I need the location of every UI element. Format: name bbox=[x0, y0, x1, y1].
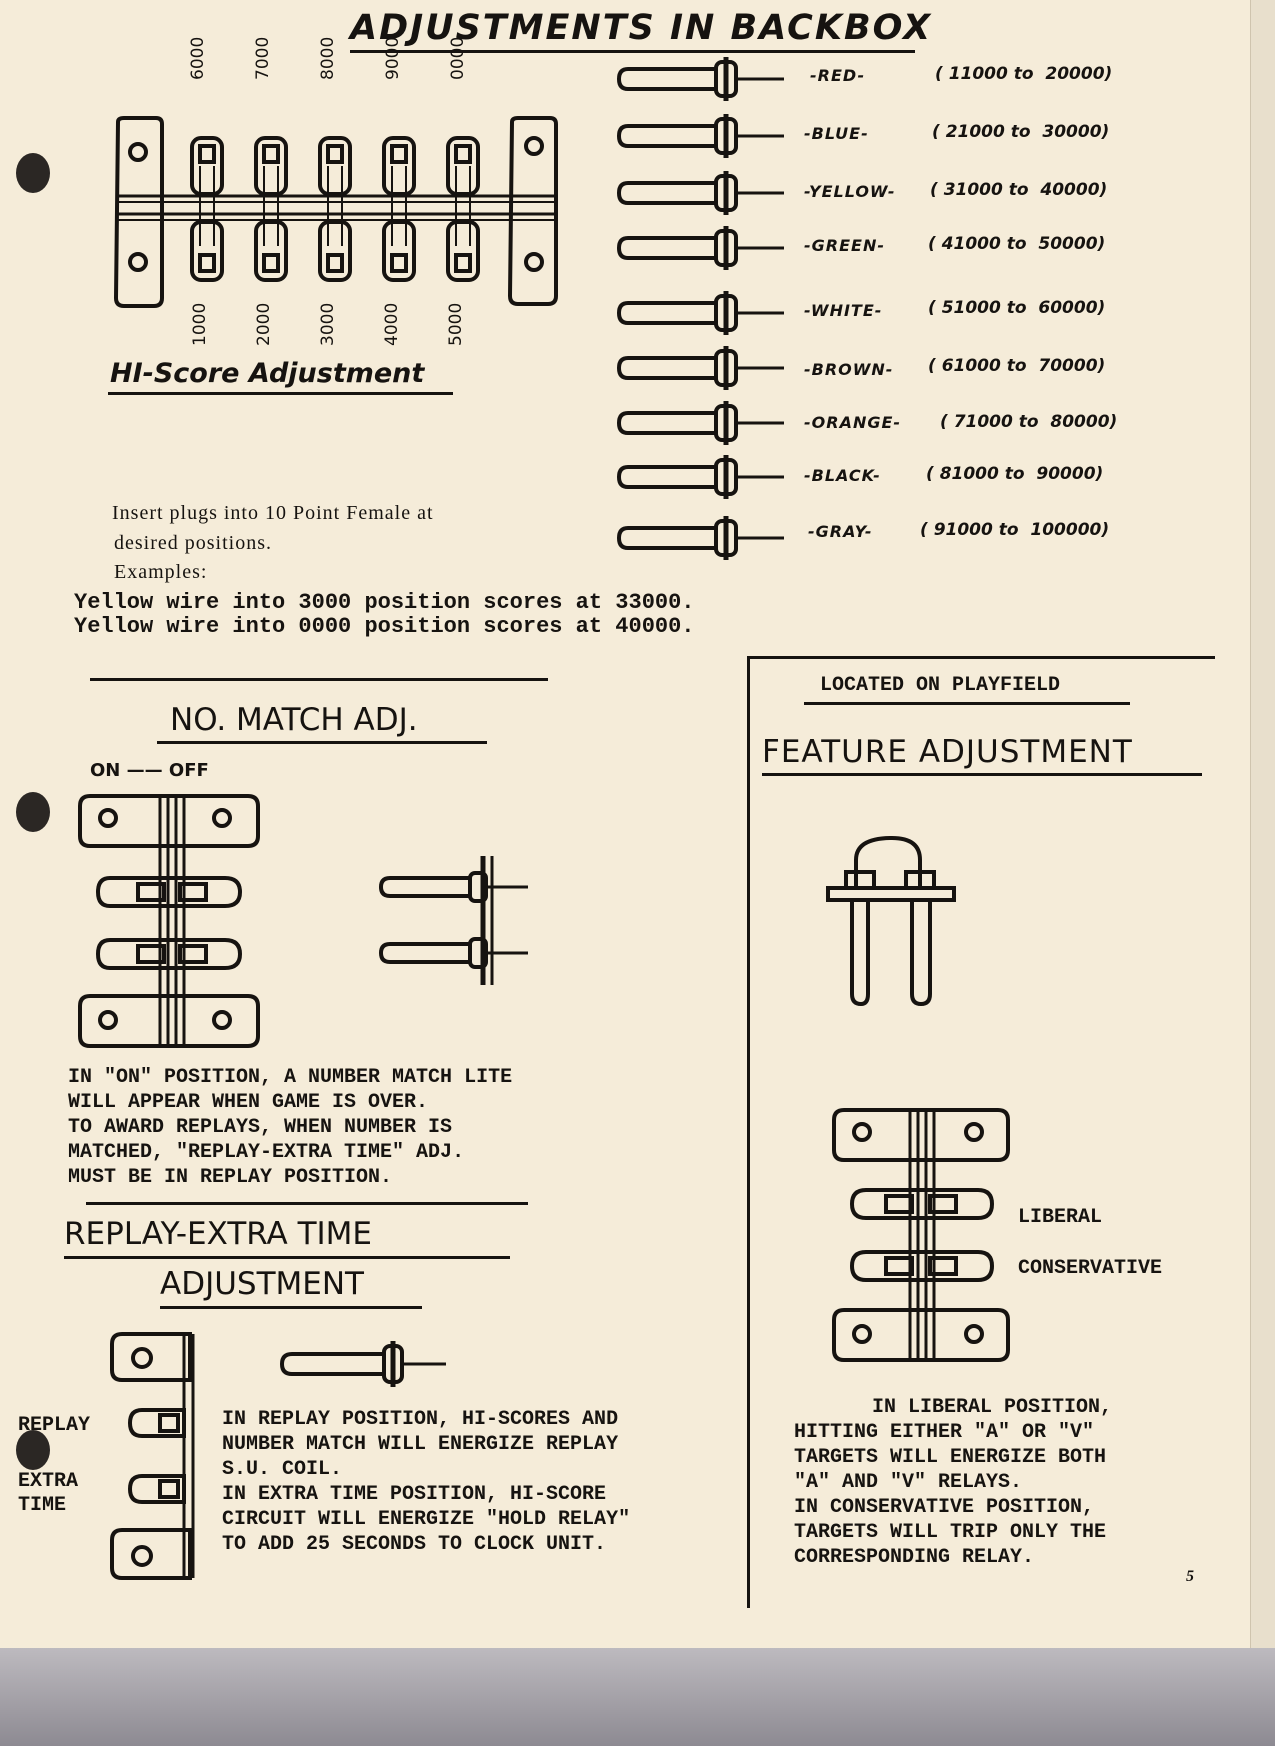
replay-text-line-6: TO ADD 25 SECONDS TO CLOCK UNIT. bbox=[222, 1533, 607, 1556]
extra-position-label: EXTRA bbox=[18, 1470, 79, 1493]
wire-color-brown: -BROWN- bbox=[804, 360, 894, 379]
no-match-connector-drawing bbox=[80, 796, 258, 1046]
wire-plugs-drawing bbox=[619, 57, 784, 560]
hiscore-instruction-line-1: Insert plugs into 10 Point Female at bbox=[112, 502, 434, 524]
feature-heading: FEATURE ADJUSTMENT bbox=[762, 734, 1133, 770]
example-line-2: Yellow wire into 0000 position scores at 40000. bbox=[74, 614, 695, 639]
located-on-playfield: LOCATED ON PLAYFIELD bbox=[820, 674, 1061, 697]
on-off-label: ON —— OFF bbox=[90, 760, 209, 781]
feature-text-line-6: TARGETS WILL TRIP ONLY THE bbox=[794, 1521, 1107, 1544]
replay-heading-line-1: REPLAY-EXTRA TIME bbox=[64, 1216, 373, 1252]
page-number: 5 bbox=[1186, 1568, 1194, 1585]
no-match-heading-underline bbox=[157, 741, 487, 744]
replay-heading-underline-2 bbox=[160, 1306, 422, 1309]
right-panel-top-rule bbox=[747, 656, 1215, 659]
hiscore-heading-underline bbox=[108, 392, 453, 395]
position-label-top-4: 9000 bbox=[383, 36, 403, 80]
position-label-top-3: 8000 bbox=[318, 36, 338, 80]
right-panel-divider bbox=[747, 656, 750, 1608]
wire-range-white: ( 51000 to 60000) bbox=[928, 298, 1106, 318]
position-label-bottom-4: 4000 bbox=[382, 302, 402, 346]
replay-heading-line-2: ADJUSTMENT bbox=[160, 1266, 364, 1302]
no-match-plug-drawing bbox=[381, 856, 528, 985]
no-match-text-line-3: TO AWARD REPLAYS, WHEN NUMBER IS bbox=[68, 1116, 453, 1139]
wire-range-black: ( 81000 to 90000) bbox=[926, 464, 1104, 484]
feature-text-line-7: CORRESPONDING RELAY. bbox=[794, 1546, 1035, 1569]
position-label-top-1: 6000 bbox=[188, 36, 208, 80]
hiscore-heading: HI-Score Adjustment bbox=[110, 358, 425, 389]
liberal-label: LIBERAL bbox=[1018, 1206, 1103, 1229]
replay-text-line-4: IN EXTRA TIME POSITION, HI-SCORE bbox=[222, 1483, 607, 1506]
replay-heading-underline-1 bbox=[64, 1256, 510, 1259]
replay-text-line-3: S.U. COIL. bbox=[222, 1458, 343, 1481]
feature-text-line-4: "A" AND "V" RELAYS. bbox=[794, 1471, 1023, 1494]
replay-text-line-2: NUMBER MATCH WILL ENERGIZE REPLAY bbox=[222, 1433, 619, 1456]
hiscore-instruction-line-2: desired positions. bbox=[114, 532, 272, 554]
wire-color-white: -WHITE- bbox=[804, 301, 883, 320]
position-label-bottom-5: 5000 bbox=[446, 302, 466, 346]
located-underline bbox=[804, 702, 1130, 705]
feature-text-line-3: TARGETS WILL ENERGIZE BOTH bbox=[794, 1446, 1107, 1469]
position-label-top-2: 7000 bbox=[253, 36, 273, 80]
wire-color-yellow: -YELLOW- bbox=[804, 182, 896, 201]
feature-text-line-2: HITTING EITHER "A" OR "V" bbox=[794, 1421, 1095, 1444]
wire-color-blue: -BLUE- bbox=[804, 124, 869, 143]
replay-text-line-1: IN REPLAY POSITION, HI-SCORES AND bbox=[222, 1408, 619, 1431]
no-match-text-line-1: IN "ON" POSITION, A NUMBER MATCH LITE bbox=[68, 1066, 513, 1089]
wire-color-red: -RED- bbox=[810, 66, 866, 85]
replay-position-label: REPLAY bbox=[18, 1414, 91, 1437]
wire-range-gray: ( 91000 to 100000) bbox=[920, 520, 1110, 540]
position-label-bottom-3: 3000 bbox=[318, 302, 338, 346]
feature-jumper-drawing bbox=[828, 838, 954, 1004]
no-match-text-line-5: MUST BE IN REPLAY POSITION. bbox=[68, 1166, 393, 1189]
no-match-text-line-2: WILL APPEAR WHEN GAME IS OVER. bbox=[68, 1091, 429, 1114]
examples-label: Examples: bbox=[114, 561, 208, 583]
position-label-top-5: 0000 bbox=[448, 36, 468, 80]
wire-range-yellow: ( 31000 to 40000) bbox=[930, 180, 1108, 200]
page-title: ADJUSTMENTS IN BACKBOX bbox=[350, 8, 933, 48]
replay-plug-drawing bbox=[282, 1341, 446, 1387]
wire-color-gray: -GRAY- bbox=[808, 522, 873, 541]
wire-color-green: -GREEN- bbox=[804, 236, 885, 255]
example-line-1: Yellow wire into 3000 position scores at 33000. bbox=[74, 590, 695, 615]
conservative-label: CONSERVATIVE bbox=[1018, 1257, 1163, 1280]
wire-range-red: ( 11000 to 20000) bbox=[935, 64, 1113, 84]
wire-range-brown: ( 61000 to 70000) bbox=[928, 356, 1106, 376]
feature-text-line-5: IN CONSERVATIVE POSITION, bbox=[794, 1496, 1095, 1519]
time-position-label: TIME bbox=[18, 1494, 67, 1517]
wire-color-black: -BLACK- bbox=[804, 466, 881, 485]
section-divider bbox=[90, 678, 548, 681]
no-match-text-line-4: MATCHED, "REPLAY-EXTRA TIME" ADJ. bbox=[68, 1141, 465, 1164]
feature-heading-underline bbox=[762, 773, 1202, 776]
feature-connector-drawing bbox=[834, 1110, 1008, 1360]
wire-range-blue: ( 21000 to 30000) bbox=[932, 122, 1110, 142]
replay-text-line-5: CIRCUIT WILL ENERGIZE "HOLD RELAY" bbox=[222, 1508, 631, 1531]
wire-range-green: ( 41000 to 50000) bbox=[928, 234, 1106, 254]
position-label-bottom-1: 1000 bbox=[190, 302, 210, 346]
replay-connector-drawing bbox=[112, 1334, 193, 1578]
hiscore-connector-drawing bbox=[116, 118, 556, 306]
no-match-heading: NO. MATCH ADJ. bbox=[170, 702, 418, 738]
position-label-bottom-2: 2000 bbox=[254, 302, 274, 346]
replay-top-rule bbox=[86, 1202, 528, 1205]
wire-range-orange: ( 71000 to 80000) bbox=[940, 412, 1118, 432]
feature-text-line-1: IN LIBERAL POSITION, bbox=[872, 1396, 1113, 1419]
wire-color-orange: -ORANGE- bbox=[804, 413, 902, 432]
